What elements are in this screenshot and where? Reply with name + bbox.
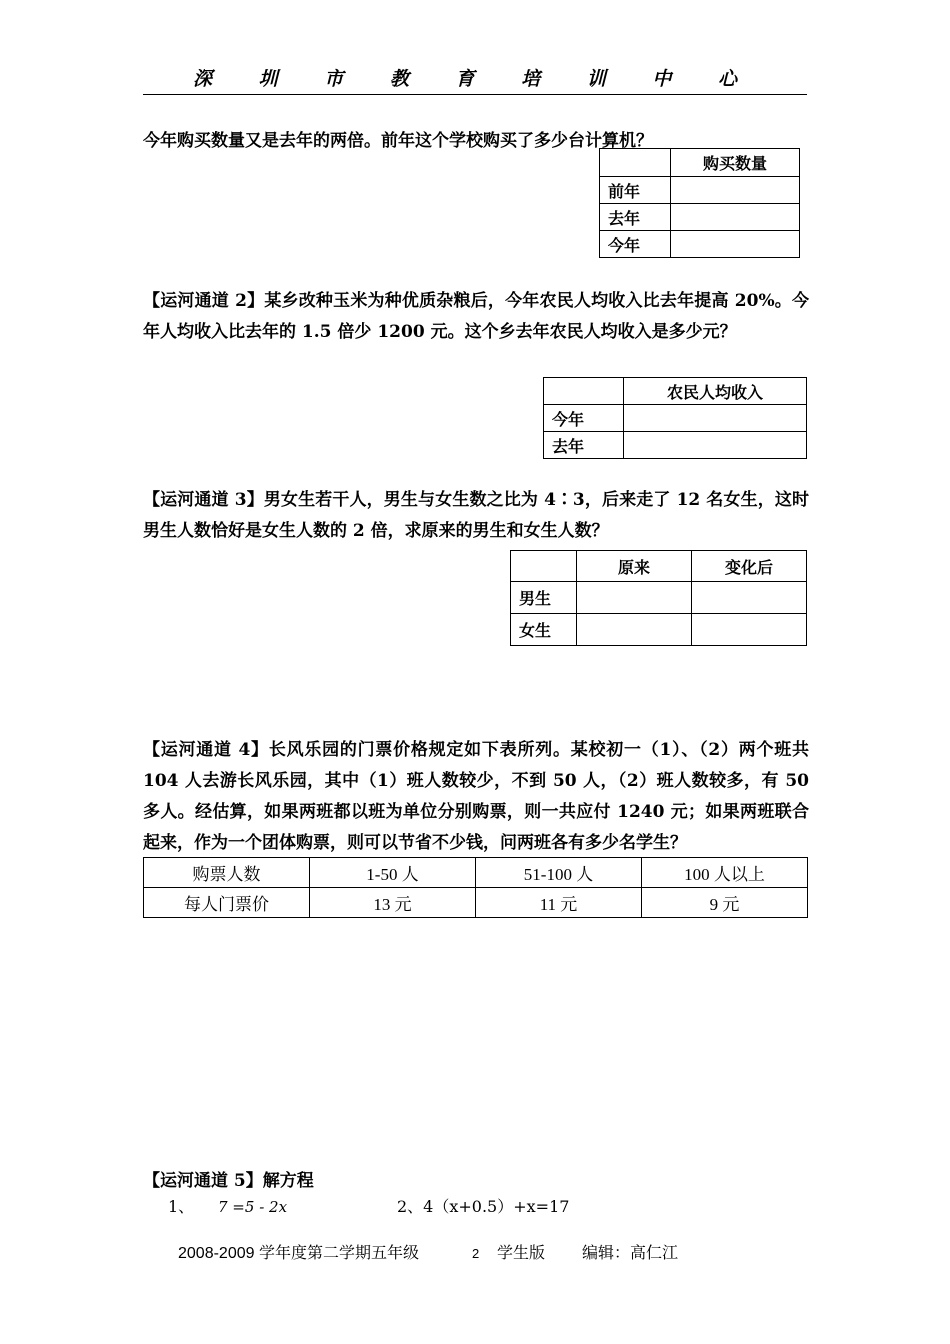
column-header: 购买数量 <box>671 149 800 177</box>
footer-editor: 编辑：高仁江 <box>582 1245 679 1262</box>
equation2: 2、4（x+0.5）+x=17 <box>397 1197 570 1216</box>
table-cell <box>671 231 800 258</box>
row-header: 女生 <box>511 614 577 646</box>
problem3-text: 【运河通道 3】男女生若干人，男生与女生数之比为 4∶3，后来走了 12 名女生，这时男生人数恰好是女生人数的 2 倍，求原来的男生和女生人数？ <box>143 490 809 541</box>
table-cell <box>624 432 807 459</box>
row-header: 今年 <box>544 405 624 432</box>
table-cell: 9 元 <box>642 888 808 918</box>
row-header: 今年 <box>600 231 671 258</box>
table-cell <box>692 614 807 646</box>
table-cell <box>692 582 807 614</box>
table-corner <box>600 149 671 177</box>
problem2-table <box>543 377 807 459</box>
row-header: 男生 <box>511 582 577 614</box>
table-cell <box>577 582 692 614</box>
page-header: 深 圳 市 教 育 培 训 中 心 <box>143 66 807 95</box>
table-cell: 11 元 <box>476 888 642 918</box>
page-number: 2 <box>472 1246 480 1261</box>
problem3-table <box>510 550 807 646</box>
problem1-table <box>599 148 800 258</box>
ticket-price-table <box>143 857 808 918</box>
equation1-number: 1、 <box>168 1197 195 1216</box>
table-cell: 100 人以上 <box>642 858 808 888</box>
table-cell: 51-100 人 <box>476 858 642 888</box>
problem2-text: 【运河通道 2】某乡改种玉米为种优质杂粮后，今年农民人均收入比去年提高 20%。今年人均收入比去年的 1.5 倍少 1200 元。这个乡去年农民人均收入是多少元？ <box>143 291 809 342</box>
row-header: 去年 <box>544 432 624 459</box>
table-cell <box>671 204 800 231</box>
table-cell: 1-50 人 <box>310 858 476 888</box>
footer-term: 2008-2009 学年度第二学期五年级 <box>178 1245 419 1262</box>
table-cell: 13 元 <box>310 888 476 918</box>
footer-edition: 学生版 <box>497 1245 546 1262</box>
table-cell <box>671 177 800 204</box>
table-corner <box>544 378 624 405</box>
column-header: 变化后 <box>692 551 807 582</box>
row-header: 去年 <box>600 204 671 231</box>
problem1-text: 今年购买数量又是去年的两倍。前年这个学校购买了多少台计算机？ <box>143 131 653 151</box>
table-cell <box>624 405 807 432</box>
equation1: 7 =5 - 2x <box>218 1198 288 1216</box>
problem5-title: 【运河通道 5】解方程 <box>143 1171 314 1191</box>
table-corner <box>511 551 577 582</box>
table-cell: 每人门票价 <box>144 888 310 918</box>
row-header: 前年 <box>600 177 671 204</box>
column-header: 农民人均收入 <box>624 378 807 405</box>
table-cell <box>577 614 692 646</box>
problem4-text: 【运河通道 4】长风乐园的门票价格规定如下表所列。某校初一（1）、（2）两个班共 104 人去游长风乐园，其中（1）班人数较少，不到 50 人，（2）班人数较多，有 50 多人。经估算，如果两班都以班为单位分别购票，则一共应付 1240 元；如果两班联合起来，作为一个团体购票，则可以节省不少钱，问两班各有多少名学生？ <box>143 740 809 853</box>
column-header: 原来 <box>577 551 692 582</box>
table-cell: 购票人数 <box>144 858 310 888</box>
